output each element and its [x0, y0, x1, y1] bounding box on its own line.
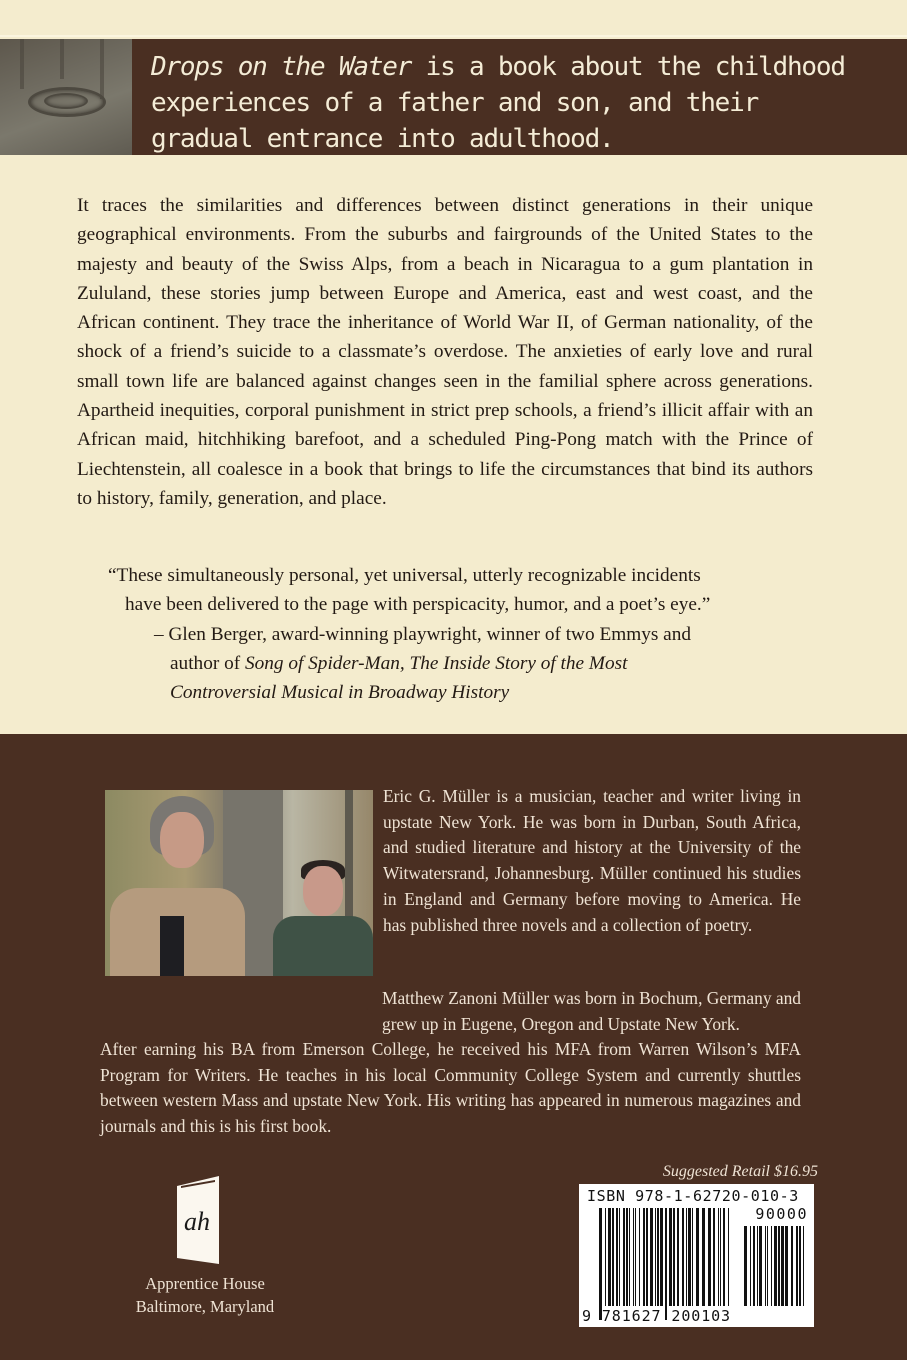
- barcode-bar: [781, 1226, 784, 1306]
- barcode-bar: [765, 1226, 766, 1306]
- bio-eric: Eric G. Müller is a musician, teacher and writer living in upstate New York. He was born in Durban, South Africa, and studied literature and history at the University of the Witwatersrand, Johannesburg. Müller continued his studies in England and Germany before moving to America. He has published three novels and a collection of poetry.: [383, 786, 801, 935]
- isbn-label: ISBN 978-1-62720-010-3: [587, 1187, 799, 1205]
- barcode-bar: [774, 1226, 777, 1306]
- barcode-bar: [692, 1208, 693, 1306]
- barcode-bar: [608, 1208, 611, 1306]
- bio-matthew-part1: Matthew Zanoni Müller was born in Bochum, Germany and grew up in Eugene, Oregon and Upstate New York.: [382, 988, 801, 1034]
- barcode-bar: [759, 1226, 762, 1306]
- barcode-bar: [650, 1208, 653, 1306]
- barcode-bar: [718, 1208, 719, 1306]
- barcode-bar: [682, 1208, 684, 1306]
- barcode-bar: [771, 1226, 772, 1306]
- attribution-text: – Glen Berger, award-winning playwright, winner of two Emmys and author of: [154, 623, 692, 674]
- ean-group2: 200103: [671, 1307, 731, 1325]
- attribution-works: Song of Spider-Man, The Inside Story of the Most Controversial Musical in Broadway History: [170, 652, 628, 704]
- barcode-bar: [673, 1208, 675, 1306]
- ean-group1: 781627: [601, 1307, 662, 1325]
- barcode-bar: [785, 1226, 788, 1306]
- barcode-bar: [669, 1208, 672, 1306]
- barcode-bar: [688, 1208, 691, 1306]
- author-photo: [105, 790, 373, 976]
- author-eric-figure: [160, 812, 204, 868]
- publisher-location: Baltimore, Maryland: [135, 1296, 275, 1316]
- barcode-bar: [696, 1208, 699, 1306]
- barcode-bar: [626, 1208, 628, 1306]
- publisher-logo-icon: [175, 1174, 223, 1266]
- book-summary: It traces the similarities and differences between distinct generations in their unique geographical environments. From the suburbs and fairgrounds of the United States to the majesty and beauty of the Swiss Alps, from a beach in Nicaragua to a gum plantation in Zululand, these stories jump between Europe and America, east and west coast, and the African continent. They trace the inheritance of World War II, of German nationality, of the shock of a friend’s suicide to a classmate’s overdose. The anxieties of early love and rural small town life are balanced against changes seen in the familial sphere across generations. Apartheid inequities, corporal punishment in strict prep schools, a friend’s illicit affair with an African maid, hitchhiking barefoot, and a scheduled Ping-Pong match with the Prince of Liechtenstein, all coalesce in a book that brings to life the circumstances that bind its authors to history, family, generation, and place.: [77, 195, 813, 509]
- barcode-bar: [720, 1208, 721, 1306]
- barcode-bar: [778, 1226, 780, 1306]
- publisher-name: Apprentice House: [145, 1274, 265, 1293]
- barcode-bar: [633, 1208, 634, 1306]
- ean-bars: [599, 1208, 733, 1320]
- barcode-bar: [728, 1208, 729, 1306]
- isbn-barcode: [579, 1184, 814, 1327]
- tagline-text: is a book about the childhood experiences of a father and son, and their gradual entrance into adulthood.: [151, 52, 845, 154]
- barcode-bar: [723, 1208, 725, 1306]
- barcode-bar: [767, 1226, 768, 1306]
- barcode-bar: [750, 1226, 751, 1306]
- barcode-bar: [612, 1208, 614, 1306]
- barcode-bar: [791, 1226, 793, 1306]
- water-drop-image: [0, 39, 132, 155]
- barcode-bar: [599, 1208, 602, 1320]
- barcode-bar: [623, 1208, 625, 1306]
- barcode-bar: [677, 1208, 679, 1306]
- review-blurb: [108, 561, 728, 707]
- ean-digits: [582, 1307, 731, 1325]
- barcode-bar: [619, 1208, 620, 1306]
- barcode-bar: [629, 1208, 630, 1306]
- blurb-attribution: [122, 620, 728, 708]
- book-tagline: [151, 49, 871, 157]
- barcode-bar: [616, 1208, 618, 1306]
- barcode-bar: [605, 1208, 606, 1306]
- top-cream-band: [0, 0, 907, 37]
- barcode-bar: [686, 1208, 687, 1306]
- addon-bars: [744, 1226, 808, 1306]
- header-band: [0, 39, 907, 155]
- barcode-bar: [702, 1208, 705, 1306]
- barcode-bar: [799, 1226, 801, 1306]
- barcode-bar: [757, 1226, 758, 1306]
- barcode-addon-digits: 90000: [755, 1205, 808, 1223]
- blurb-quote: “These simultaneously personal, yet universal, utterly recognizable incidents have been delivered to the page with perspicacity, humor, and a poet’s eye.”: [108, 565, 711, 616]
- barcode-bar: [643, 1208, 645, 1306]
- barcode-bar: [655, 1208, 656, 1306]
- barcode-bar: [796, 1226, 798, 1306]
- barcode-bar: [635, 1208, 636, 1306]
- barcode-bar: [646, 1208, 648, 1306]
- barcode-bar: [753, 1226, 755, 1306]
- barcode-bar: [639, 1208, 640, 1306]
- ean-first-digit: 9: [582, 1307, 592, 1325]
- barcode-bar: [665, 1208, 667, 1320]
- barcode-bar: [744, 1226, 747, 1306]
- barcode-bar: [660, 1208, 663, 1306]
- barcode-bar: [803, 1226, 804, 1306]
- suggested-retail-price: Suggested Retail $16.95: [662, 1163, 818, 1180]
- barcode-bar: [708, 1208, 711, 1306]
- bio-matthew-part2: After earning his BA from Emerson College, he received his MFA from Warren Wilson’s MFA Program for Writers. He teaches in his local Community College System and currently shuttles between western Mass and upstate New York. His writing has appeared in numerous magazines and journals and this is his first book.: [100, 1039, 801, 1137]
- publisher-info: [130, 1273, 280, 1318]
- book-title: Drops on the Water: [151, 52, 412, 82]
- logo-monogram: ah: [184, 1207, 210, 1236]
- barcode-bar: [713, 1208, 715, 1306]
- barcode-bar: [657, 1208, 659, 1306]
- author-matthew-figure: [303, 866, 343, 916]
